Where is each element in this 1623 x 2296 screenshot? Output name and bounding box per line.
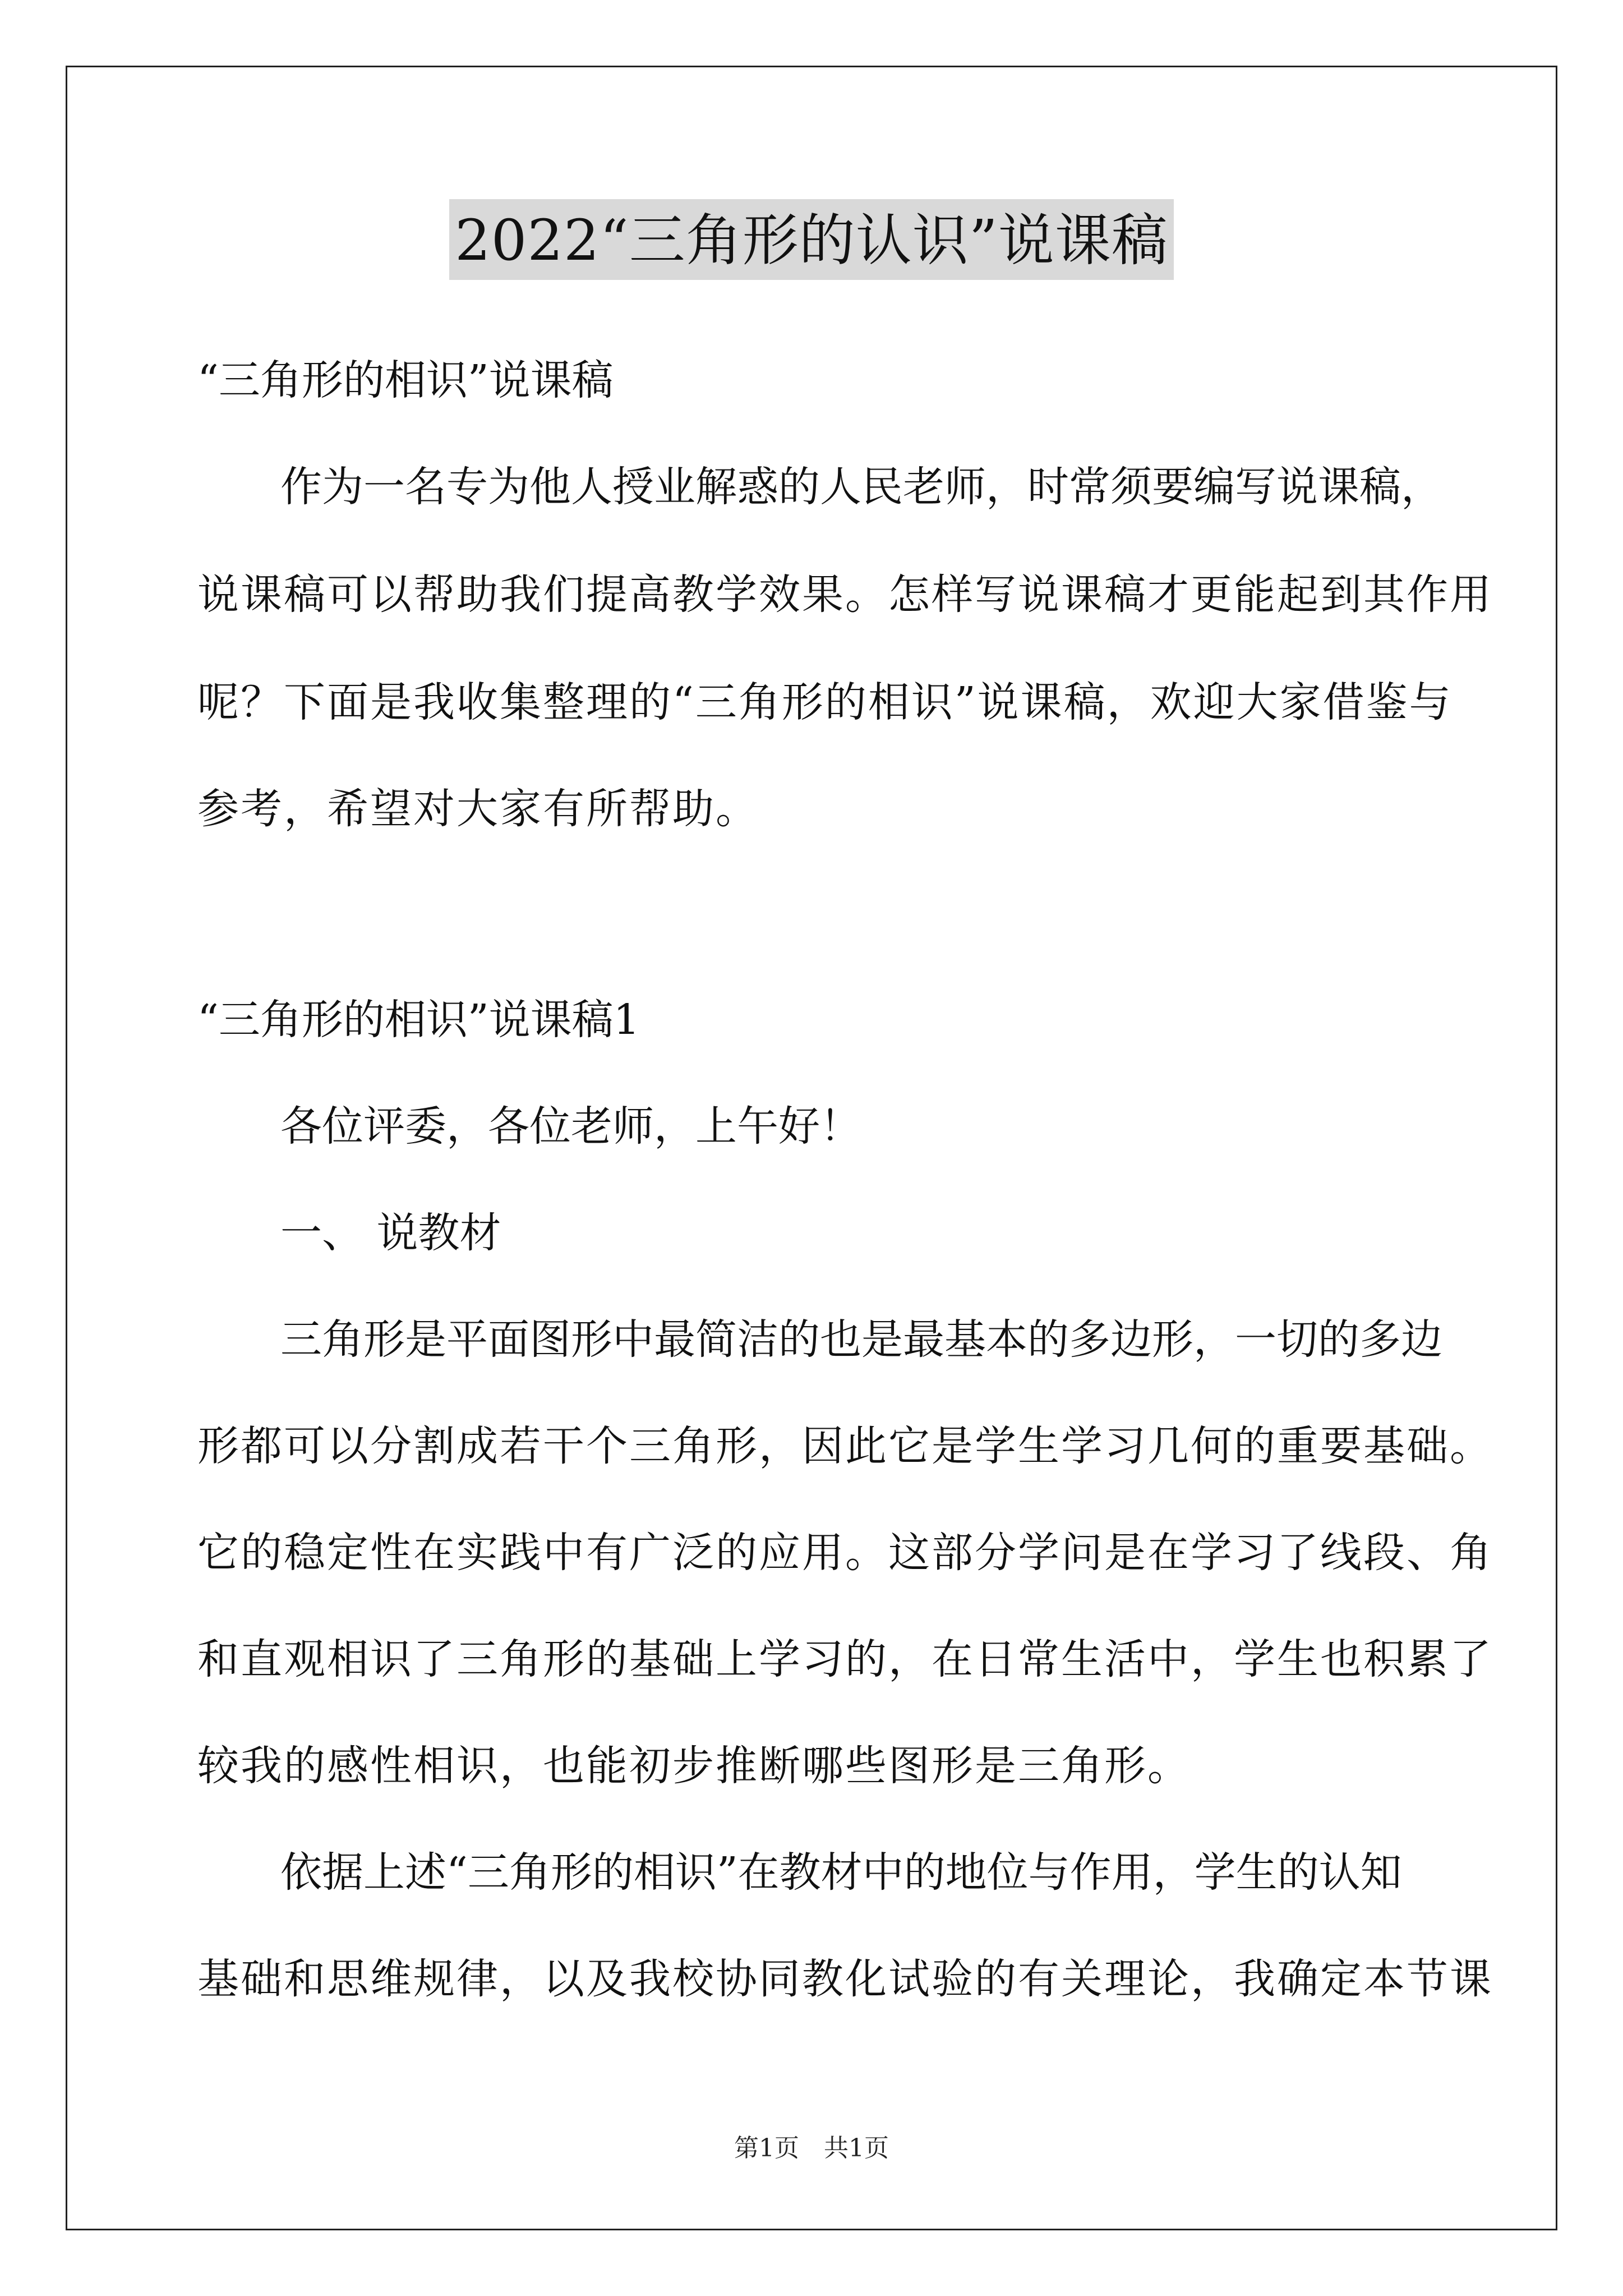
para1-line-1: 三角形是平面图形中最简洁的也是最基本的多边形，一切的多边 — [280, 1315, 1442, 1364]
page-footer: 第1页 共1页 — [734, 2134, 889, 2162]
intro-line-4: 参考，希望对大家有所帮助。 — [197, 785, 759, 833]
para1-line-4: 和直观相识了三角形的基础上学习的，在日常生活中，学生也积累了 — [197, 1635, 1493, 1683]
para1-line-2: 形都可以分割成若干个三角形，因此它是学生学习几何的重要基础。 — [197, 1422, 1493, 1470]
para1-line-5: 较我的感性相识，也能初步推断哪些图形是三角形。 — [197, 1742, 1191, 1790]
greeting: 各位评委，各位老师，上午好！ — [280, 1102, 861, 1151]
para1-line-3: 它的稳定性在实践中有广泛的应用。这部分学问是在学习了线段、角 — [197, 1529, 1493, 1577]
para2-line-1: 依据上述“三角形的相识”在教材中的地位与作用，学生的认知 — [280, 1848, 1402, 1897]
section-title: “三角形的相识”说课稿1 — [197, 996, 640, 1044]
heading-teaching-material: 一、 说教材 — [280, 1209, 501, 1257]
title-container — [0, 199, 1623, 280]
intro-line-2: 说课稿可以帮助我们提高教学效果。怎样写说课稿才更能起到其作用 — [197, 570, 1493, 619]
intro-line-3: 呢？下面是我收集整理的“三角形的相识”说课稿，欢迎大家借鉴与 — [197, 678, 1453, 726]
document-title: 2022“三角形的认识”说课稿 — [449, 199, 1174, 280]
document-subtitle: “三角形的相识”说课稿 — [197, 356, 614, 404]
para2-line-2: 基础和思维规律，以及我校协同教化试验的有关理论，我确定本节课 — [197, 1955, 1493, 2003]
intro-line-1: 作为一名专为他人授业解惑的人民老师，时常须要编写说课稿， — [280, 463, 1442, 511]
